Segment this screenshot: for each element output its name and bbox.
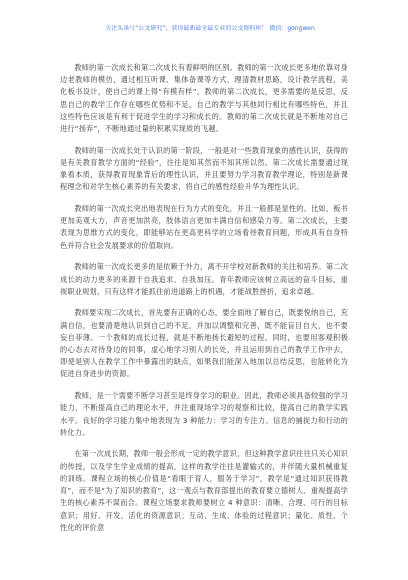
paragraph: 教师的第一次成长突出地表现在行为方式的变化，并且一般都是显性的。比如，板书更加美观大方，声音更加洪亮，肢体语言更加丰满自信和感染力等。第二次成长，主要表现为思维方式的变化，即能够站在更高更科学的立场看待教育问题，形成具有自身特色并符合社会发展要求的价值取向。: [60, 204, 348, 250]
top-banner: 关注头条号“公文研究”，获得最新最全最专业的公文资料库！ 微信：gongwen: [105, 25, 315, 32]
paragraph: 在第一次成长期，教师一般会形成一定的教学意识，但这种教学意识往往只关心知识的传授，以及学生学业成绩的提高，这样的教学往往是灌输式的，并伴随大量机械重复的训练。课程立场的核心价值是“看眼于育人，服务于学习”，教学是“通过知识获得教育”，而不是“为了知识的教育”，这一观点与教育部提出的教育要立德树人、重视提高学生的核心素养不谋而合。课程立场要求教师要树立 4 种意识：清晰、合理、可行的目标意识；用好、开发、活化的资源意识；互动、生成、体验的过程意识；量化、质性、个性化的评价意: [60, 449, 348, 532]
paragraph: 教师要实现二次成长，首先要有正确的心态，要全面地了解自己，既要悦纳自己，充满自信，也要清楚地认识到自己的不足，并加以调整和完善，既不能盲目自大，也不要妄自菲薄。一个教师的成长过程，就是不断地扬长避短的过程。同时，也要用客观积极的心态去对待身边的同事，虚心地学习别人的长处，并且运用到自己的教学工作中去，即使是别人在教学工作中暴露出的缺点，如果我们能深入地加以总结反思，也能转化为促进自身进步的资源。: [60, 308, 348, 379]
paragraph: 教师，是一个需要不断学习甚至是终身学习的职业。因此，教师必须具备较强的学习能力，不断提高自己的理论水平，并注重现场学习的观察和比较，提高自己的教学实践水平。良好的学习能力集中地表现为 3 种能力：学习的专注力、信息的捕捉力和行动的转化力。: [60, 391, 348, 437]
paragraph: 教师的第一次成长更多的是依赖于外力，离不开学校对新教师的关注和培养。第二次成长的动力更多的来源于自我追求、自我加压。青年教师应该树立高远的奋斗目标，重视职业规划，只有这样才能抓住前进道路上的机遇，才能战胜挫折，追求卓越。: [60, 262, 348, 296]
paragraph: 教师的第一次成长和第二次成长有着鲜明的区别。教师的第一次成长更多地依靠对身边老教师的模仿，通过相互听课、集体备课等方式，理清教材思路，设计教学流程，美化板书设计，使自己的课上得“有模有样”。教师的第二次成长，更多需要的是反思，反思自己的教学工作存在哪些优势和不足，自己的教学与其他同行相比有哪些特色，并且这些特色应该是有利于促进学生的学习和成长的。教师的第二次成长就是不断地对自己进行“扬弃”，不断地通过量的积累实现质的飞越。: [60, 63, 348, 134]
document-body: [60, 62, 348, 543]
paragraph: 教师的第一次成长处于认识的第一阶段，一般是对一些教育现象的感性认识，获得的是有关教育教学方面的“经验”，往往是知其然而不知其所以然。第二次成长需要通过现象看本质，获得教育现象背后的理性认识，并且要努力学习教育教学理论，特别是新课程理念和对学生核心素养的有关要求，将自己的感性经验升华为理性认识。: [60, 145, 348, 192]
